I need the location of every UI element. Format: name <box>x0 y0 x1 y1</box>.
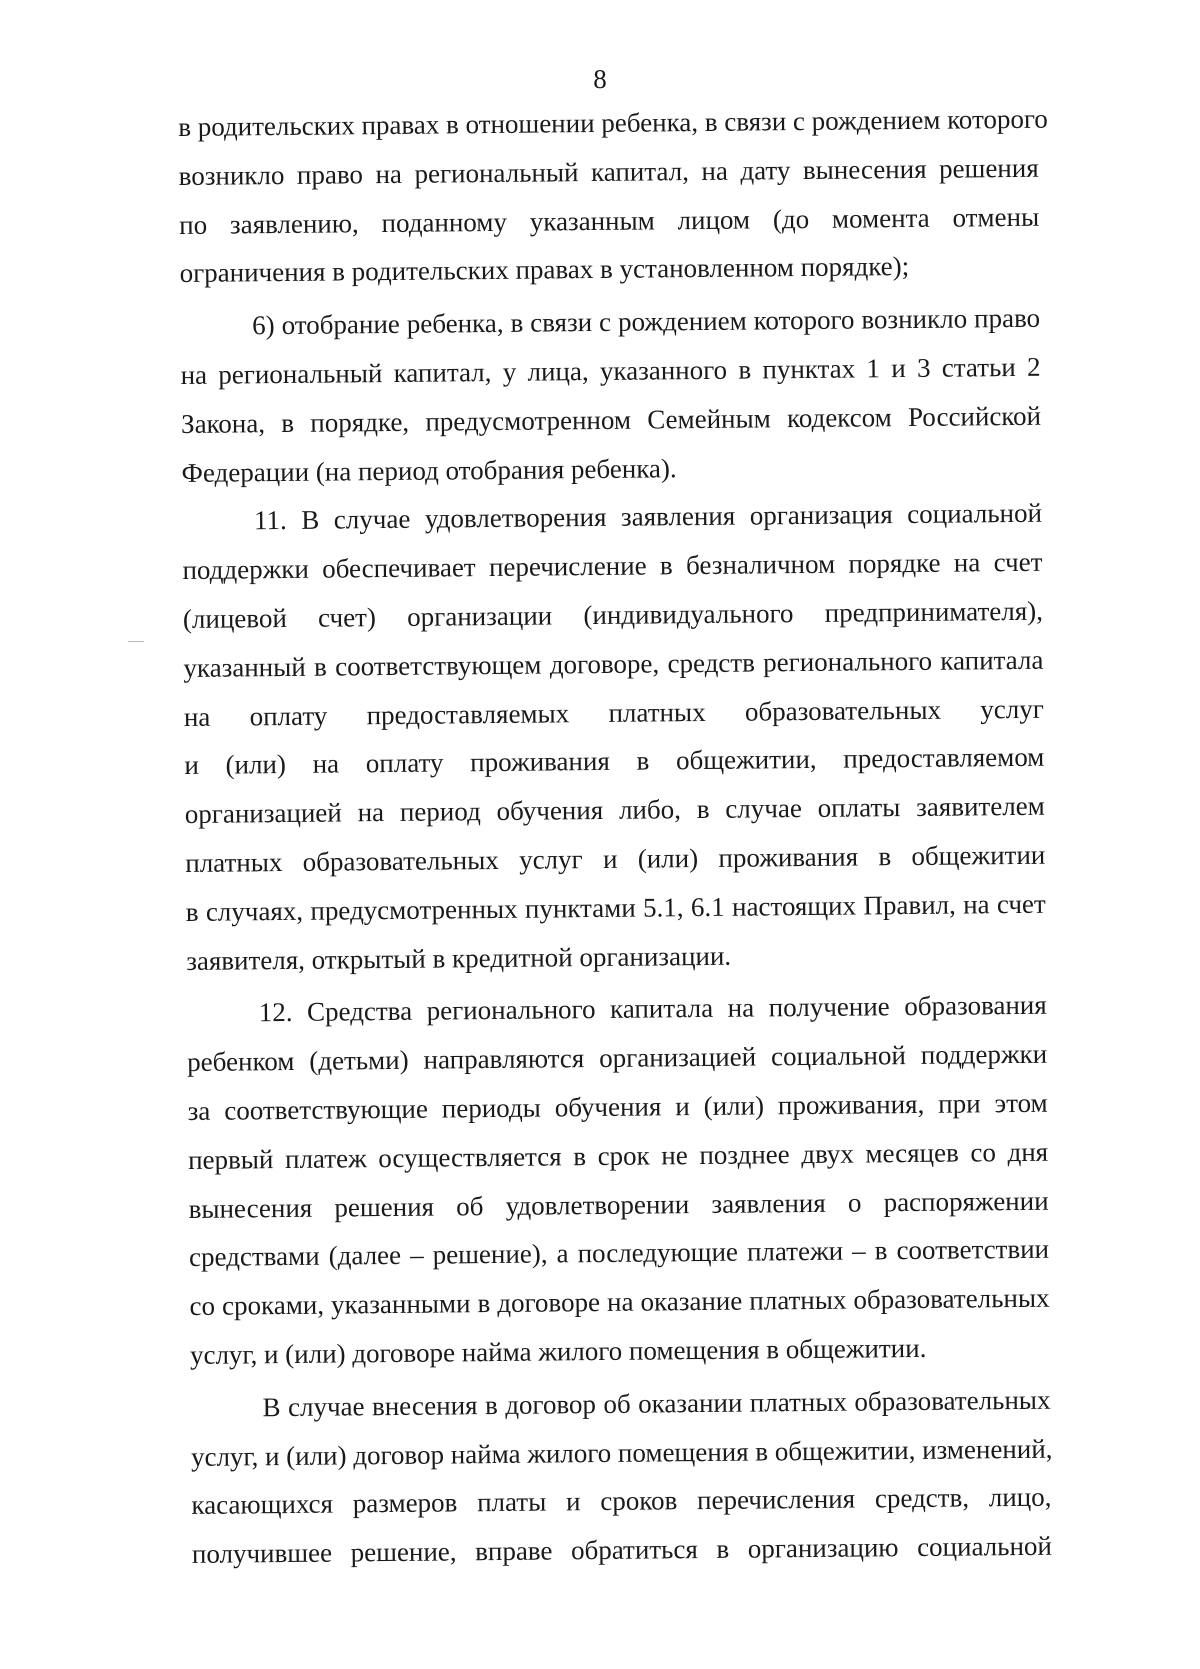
text-line: Федерации (на период отобрания ребенка). <box>181 452 677 488</box>
text-line: 6) отобрание ребенка, в связи с рождением которого возникло право <box>251 302 1041 341</box>
text-line: ребенком (детьми) направляются организацией социальной поддержки <box>187 1038 1048 1078</box>
text-line: и (или) на оплату проживания в общежитии, предоставляемом <box>184 742 1045 781</box>
paragraph <box>180 294 1042 497</box>
margin-mark <box>128 641 144 642</box>
text-line: организацией на период обучения либо, в случае оплаты заявителем <box>184 790 1045 830</box>
page-number: 8 <box>593 64 607 94</box>
text-line: заявителя, открытый в кредитной организации. <box>186 940 732 976</box>
document-body <box>178 95 1052 1579</box>
text-line: Закона, в порядке, предусмотренном Семейным кодексом Российской <box>180 400 1042 439</box>
text-line: платных образовательных услуг и (или) проживания в общежитии <box>185 839 1046 878</box>
text-line: в родительских правах в отношении ребенка, в связи с рождением которого <box>178 103 1048 142</box>
text-line: со сроками, указанными в договоре на оказание платных образовательных <box>189 1282 1050 1322</box>
text-line: услуг, и (или) договор найма жилого помещения в общежитии, изменений, <box>190 1433 1053 1472</box>
text-line: 12. Средства регионального капитала на получение образования <box>258 990 1047 1028</box>
text-line: первый платеж осуществляется в срок не позднее двух месяцев со дня <box>187 1136 1049 1175</box>
paragraph <box>190 1375 1052 1578</box>
text-line: получившее решение, вправе обратиться в организацию социальной <box>191 1530 1053 1570</box>
text-line: указанный в соответствующем договоре, средств регионального капитала <box>183 644 1044 683</box>
text-line: по заявлению, поданному указанным лицом (до момента отмены <box>179 201 1040 240</box>
text-line: возникло право на региональный капитал, на дату вынесения решения <box>178 152 1039 191</box>
paragraph <box>182 489 1047 985</box>
text-line: касающихся размеров платы и сроков перечисления средств, лицо, <box>191 1481 1052 1521</box>
text-line: в случаях, предусмотренных пунктами 5.1, 6.1 настоящих Правил, на счет <box>185 888 1046 927</box>
text-line: В случае внесения в договор об оказании платных образовательных <box>262 1384 1051 1422</box>
text-line: ограничения в родительских правах в установленном порядке); <box>179 251 910 289</box>
text-line: средствами (далее – решение), а последующие платежи – в соответствии <box>188 1234 1050 1273</box>
text-line: за соответствующие периоды обучения и (или) проживания, при этом <box>187 1087 1048 1126</box>
text-line: (лицевой счет) организации (индивидуального предпринимателя), <box>182 595 1044 634</box>
text-line: поддержки обеспечивает перечисление в безналичном порядке на счет <box>182 546 1043 586</box>
text-line: на оплату предоставляемых платных образовательных услуг <box>183 693 1044 732</box>
text-line: 11. В случае удовлетворения заявления организация социальной <box>253 498 1043 536</box>
paragraph <box>178 95 1048 298</box>
text-line: услуг, и (или) договоре найма жилого помещения в общежитии. <box>189 1332 927 1370</box>
paragraph <box>187 981 1051 1380</box>
text-line: на региональный капитал, у лица, указанного в пунктах 1 и 3 статьи 2 <box>180 351 1041 390</box>
text-line: вынесения решения об удовлетворении заявления о распоряжении <box>188 1185 1049 1224</box>
